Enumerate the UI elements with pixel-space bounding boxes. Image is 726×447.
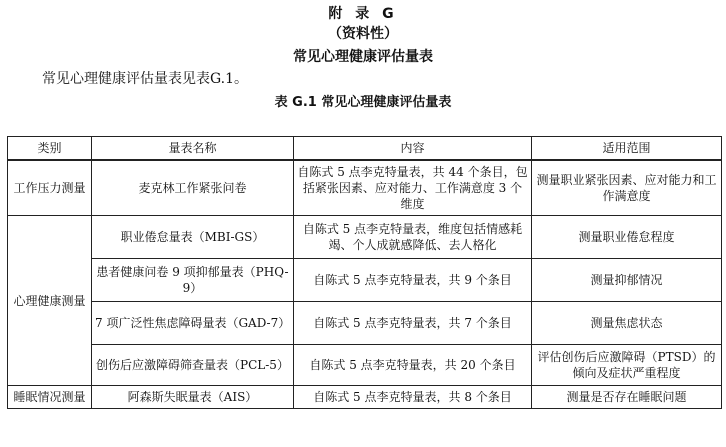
scale-name-cell: 患者健康问卷 9 项抑郁量表（PHQ-9）	[92, 259, 294, 302]
appendix-heading: 常见心理健康评估量表	[293, 49, 433, 65]
scale-name-cell: 麦克林工作紧张问卷	[92, 160, 294, 216]
table-row	[8, 160, 722, 216]
table-row	[8, 345, 722, 386]
content-cell: 自陈式 5 点李克特量表，共 7 个条目	[294, 302, 532, 345]
content-cell: 自陈式 5 点李克特量表，共 44 个条目，包括紧张因素、应对能力、工作满意度 3 个维度	[294, 160, 532, 216]
intro-paragraph: 常见心理健康评估量表见表G.1。	[42, 71, 249, 87]
informative-note: （资料性）	[328, 26, 398, 42]
header-scale-name: 量表名称	[92, 137, 294, 161]
category-cell: 心理健康测量	[8, 216, 92, 386]
table-row	[8, 216, 722, 259]
scope-cell: 评估创伤后应激障碍（PTSD）的倾向及症状严重程度	[532, 345, 722, 386]
scope-cell: 测量职业紧张因素、应对能力和工作满意度	[532, 160, 722, 216]
header-category: 类别	[8, 137, 92, 161]
header-content: 内容	[294, 137, 532, 161]
scale-name-cell: 7 项广泛性焦虑障碍量表（GAD-7）	[92, 302, 294, 345]
scale-name-cell: 职业倦怠量表（MBI-GS）	[92, 216, 294, 259]
scope-cell: 测量是否存在睡眠问题	[532, 386, 722, 409]
assessment-scales-table	[7, 136, 722, 409]
header-scope: 适用范围	[532, 137, 722, 161]
table-row	[8, 386, 722, 409]
content-cell: 自陈式 5 点李克特量表，共 9 个条目	[294, 259, 532, 302]
scale-name-cell: 阿森斯失眠量表（AIS）	[92, 386, 294, 409]
content-cell: 自陈式 5 点李克特量表，共 8 个条目	[294, 386, 532, 409]
appendix-label: 附 录 G	[328, 6, 398, 22]
category-cell: 睡眠情况测量	[8, 386, 92, 409]
scope-cell: 测量抑郁情况	[532, 259, 722, 302]
content-cell: 自陈式 5 点李克特量表，共 20 个条目	[294, 345, 532, 386]
content-cell: 自陈式 5 点李克特量表，维度包括情感耗竭、个人成就感降低、去人格化	[294, 216, 532, 259]
table-caption: 表 G.1 常见心理健康评估量表	[274, 95, 452, 110]
table-row	[8, 259, 722, 302]
scope-cell: 测量职业倦怠程度	[532, 216, 722, 259]
scale-name-cell: 创伤后应激障碍筛查量表（PCL-5）	[92, 345, 294, 386]
scope-cell: 测量焦虑状态	[532, 302, 722, 345]
table-header-row	[8, 137, 722, 161]
table-row	[8, 302, 722, 345]
category-cell: 工作压力测量	[8, 160, 92, 216]
